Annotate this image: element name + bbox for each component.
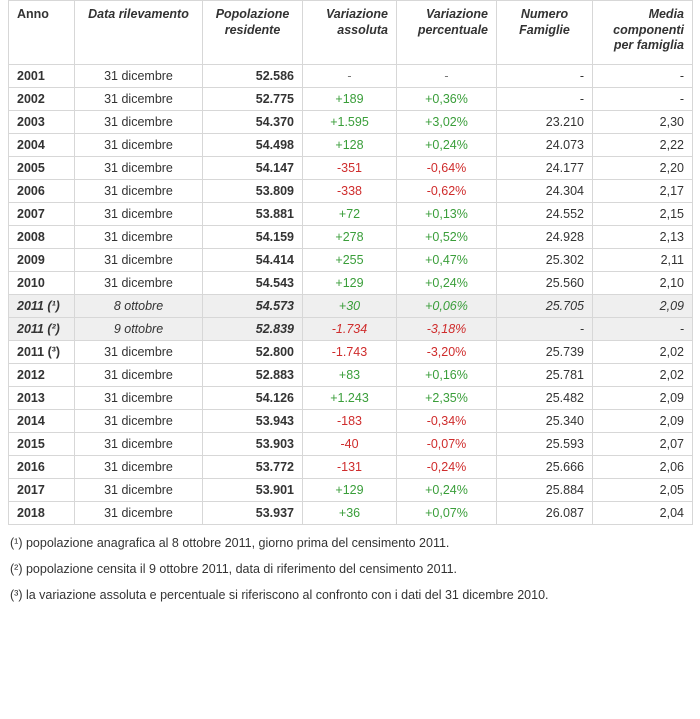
cell-media-componenti: 2,22 (593, 133, 693, 156)
cell-anno: 2011 (³) (9, 340, 75, 363)
cell-variazione-assoluta: +72 (303, 202, 397, 225)
cell-data: 31 dicembre (75, 225, 203, 248)
table-row (9, 386, 693, 409)
table-row (9, 501, 693, 524)
cell-variazione-assoluta: +129 (303, 271, 397, 294)
population-table (8, 0, 693, 525)
table-body (9, 64, 693, 524)
cell-popolazione: 54.126 (203, 386, 303, 409)
table-row (9, 202, 693, 225)
cell-popolazione: 54.573 (203, 294, 303, 317)
column-header-anno: Anno (9, 1, 75, 65)
cell-media-componenti: 2,02 (593, 363, 693, 386)
cell-numero-famiglie: 25.560 (497, 271, 593, 294)
cell-anno: 2018 (9, 501, 75, 524)
cell-media-componenti: - (593, 317, 693, 340)
cell-variazione-assoluta: -338 (303, 179, 397, 202)
cell-anno: 2011 (¹) (9, 294, 75, 317)
cell-data: 9 ottobre (75, 317, 203, 340)
cell-media-componenti: 2,13 (593, 225, 693, 248)
cell-anno: 2004 (9, 133, 75, 156)
cell-anno: 2012 (9, 363, 75, 386)
cell-numero-famiglie: - (497, 64, 593, 87)
cell-variazione-assoluta: +128 (303, 133, 397, 156)
cell-numero-famiglie: 25.739 (497, 340, 593, 363)
cell-variazione-percentuale: -0,07% (397, 432, 497, 455)
cell-data: 31 dicembre (75, 340, 203, 363)
table-row (9, 110, 693, 133)
cell-anno: 2003 (9, 110, 75, 133)
cell-popolazione: 54.159 (203, 225, 303, 248)
cell-numero-famiglie: 24.928 (497, 225, 593, 248)
cell-popolazione: 54.147 (203, 156, 303, 179)
table-row (9, 432, 693, 455)
cell-data: 31 dicembre (75, 110, 203, 133)
cell-variazione-percentuale: +0,24% (397, 478, 497, 501)
table-header-row (9, 1, 693, 65)
column-header-data-rilevamento: Data rilevamento (75, 1, 203, 65)
cell-data: 31 dicembre (75, 363, 203, 386)
cell-media-componenti: 2,07 (593, 432, 693, 455)
cell-numero-famiglie: 24.073 (497, 133, 593, 156)
cell-variazione-assoluta: -183 (303, 409, 397, 432)
cell-data: 31 dicembre (75, 248, 203, 271)
cell-variazione-percentuale: +0,16% (397, 363, 497, 386)
cell-popolazione: 53.937 (203, 501, 303, 524)
column-header-variazione-percentuale: Variazione percentuale (397, 1, 497, 65)
cell-media-componenti: 2,05 (593, 478, 693, 501)
table-row (9, 248, 693, 271)
cell-numero-famiglie: 25.482 (497, 386, 593, 409)
table-row (9, 478, 693, 501)
cell-anno: 2007 (9, 202, 75, 225)
cell-variazione-percentuale: -0,64% (397, 156, 497, 179)
cell-numero-famiglie: 25.781 (497, 363, 593, 386)
cell-variazione-assoluta: +1.595 (303, 110, 397, 133)
cell-data: 31 dicembre (75, 501, 203, 524)
table-row (9, 294, 693, 317)
cell-variazione-assoluta: -1.734 (303, 317, 397, 340)
cell-variazione-assoluta: +189 (303, 87, 397, 110)
cell-media-componenti: 2,30 (593, 110, 693, 133)
cell-media-componenti: 2,04 (593, 501, 693, 524)
cell-media-componenti: 2,09 (593, 294, 693, 317)
table-row (9, 64, 693, 87)
cell-anno: 2015 (9, 432, 75, 455)
cell-data: 31 dicembre (75, 87, 203, 110)
cell-data: 31 dicembre (75, 179, 203, 202)
note-2: (²) popolazione censita il 9 ottobre 2011, data di riferimento del censimento 2011. (10, 562, 458, 577)
cell-variazione-percentuale: +3,02% (397, 110, 497, 133)
cell-variazione-percentuale: -0,24% (397, 455, 497, 478)
cell-data: 8 ottobre (75, 294, 203, 317)
cell-media-componenti: - (593, 87, 693, 110)
cell-popolazione: 53.772 (203, 455, 303, 478)
cell-anno: 2002 (9, 87, 75, 110)
cell-variazione-assoluta: +36 (303, 501, 397, 524)
cell-anno: 2006 (9, 179, 75, 202)
table-row (9, 156, 693, 179)
cell-media-componenti: - (593, 64, 693, 87)
cell-media-componenti: 2,09 (593, 409, 693, 432)
cell-popolazione: 53.903 (203, 432, 303, 455)
cell-variazione-assoluta: +1.243 (303, 386, 397, 409)
cell-anno: 2013 (9, 386, 75, 409)
cell-numero-famiglie: - (497, 87, 593, 110)
cell-variazione-percentuale: +2,35% (397, 386, 497, 409)
cell-variazione-percentuale: -0,62% (397, 179, 497, 202)
cell-variazione-assoluta: - (303, 64, 397, 87)
cell-anno: 2010 (9, 271, 75, 294)
cell-popolazione: 53.809 (203, 179, 303, 202)
cell-media-componenti: 2,10 (593, 271, 693, 294)
cell-media-componenti: 2,09 (593, 386, 693, 409)
cell-variazione-assoluta: +83 (303, 363, 397, 386)
cell-data: 31 dicembre (75, 409, 203, 432)
table-row (9, 363, 693, 386)
table-header (9, 1, 693, 65)
column-header-numero-famiglie: Numero Famiglie (497, 1, 593, 65)
cell-numero-famiglie: 23.210 (497, 110, 593, 133)
cell-numero-famiglie: 25.340 (497, 409, 593, 432)
cell-anno: 2016 (9, 455, 75, 478)
cell-data: 31 dicembre (75, 133, 203, 156)
table-row (9, 87, 693, 110)
cell-variazione-percentuale: +0,07% (397, 501, 497, 524)
note-1: (¹) popolazione anagrafica al 8 ottobre 2011, giorno prima del censimento 2011. (10, 535, 450, 550)
column-header-variazione-assoluta: Variazione assoluta (303, 1, 397, 65)
cell-anno: 2005 (9, 156, 75, 179)
table-row (9, 133, 693, 156)
cell-popolazione: 53.901 (203, 478, 303, 501)
cell-numero-famiglie: 24.304 (497, 179, 593, 202)
cell-numero-famiglie: 25.302 (497, 248, 593, 271)
cell-numero-famiglie: - (497, 317, 593, 340)
column-header-popolazione-residente: Popolazione residente (203, 1, 303, 65)
cell-anno: 2011 (²) (9, 317, 75, 340)
cell-popolazione: 53.943 (203, 409, 303, 432)
cell-data: 31 dicembre (75, 478, 203, 501)
table-notes (8, 535, 692, 604)
cell-variazione-assoluta: -1.743 (303, 340, 397, 363)
cell-media-componenti: 2,17 (593, 179, 693, 202)
cell-data: 31 dicembre (75, 202, 203, 225)
table-row (9, 455, 693, 478)
cell-anno: 2017 (9, 478, 75, 501)
cell-variazione-percentuale: +0,06% (397, 294, 497, 317)
cell-popolazione: 52.883 (203, 363, 303, 386)
cell-media-componenti: 2,06 (593, 455, 693, 478)
cell-variazione-assoluta: +278 (303, 225, 397, 248)
cell-numero-famiglie: 25.705 (497, 294, 593, 317)
cell-variazione-percentuale: +0,36% (397, 87, 497, 110)
cell-numero-famiglie: 24.177 (497, 156, 593, 179)
cell-media-componenti: 2,15 (593, 202, 693, 225)
cell-anno: 2001 (9, 64, 75, 87)
cell-popolazione: 54.414 (203, 248, 303, 271)
note-3: (³) la variazione assoluta e percentuale si riferiscono al confronto con i dati del 31 dicembre 2010. (10, 588, 549, 603)
cell-variazione-percentuale: +0,47% (397, 248, 497, 271)
cell-popolazione: 52.800 (203, 340, 303, 363)
cell-popolazione: 54.498 (203, 133, 303, 156)
cell-numero-famiglie: 24.552 (497, 202, 593, 225)
table-row (9, 340, 693, 363)
cell-variazione-assoluta: -351 (303, 156, 397, 179)
column-header-media-componenti: Media componenti per famiglia (593, 1, 693, 65)
cell-data: 31 dicembre (75, 455, 203, 478)
cell-variazione-percentuale: -3,20% (397, 340, 497, 363)
table-row (9, 317, 693, 340)
table-row (9, 409, 693, 432)
cell-variazione-percentuale: +0,13% (397, 202, 497, 225)
cell-anno: 2014 (9, 409, 75, 432)
cell-media-componenti: 2,02 (593, 340, 693, 363)
cell-data: 31 dicembre (75, 156, 203, 179)
cell-variazione-percentuale: +0,52% (397, 225, 497, 248)
cell-variazione-assoluta: -131 (303, 455, 397, 478)
cell-data: 31 dicembre (75, 271, 203, 294)
cell-numero-famiglie: 26.087 (497, 501, 593, 524)
cell-popolazione: 54.543 (203, 271, 303, 294)
cell-numero-famiglie: 25.884 (497, 478, 593, 501)
cell-data: 31 dicembre (75, 64, 203, 87)
table-row (9, 179, 693, 202)
table-row (9, 225, 693, 248)
cell-numero-famiglie: 25.666 (497, 455, 593, 478)
cell-variazione-percentuale: -0,34% (397, 409, 497, 432)
cell-popolazione: 52.775 (203, 87, 303, 110)
cell-popolazione: 52.586 (203, 64, 303, 87)
cell-variazione-percentuale: +0,24% (397, 271, 497, 294)
cell-data: 31 dicembre (75, 386, 203, 409)
cell-media-componenti: 2,20 (593, 156, 693, 179)
cell-anno: 2009 (9, 248, 75, 271)
cell-anno: 2008 (9, 225, 75, 248)
cell-popolazione: 53.881 (203, 202, 303, 225)
cell-variazione-percentuale: -3,18% (397, 317, 497, 340)
cell-popolazione: 52.839 (203, 317, 303, 340)
cell-media-componenti: 2,11 (593, 248, 693, 271)
cell-variazione-percentuale: +0,24% (397, 133, 497, 156)
cell-variazione-assoluta: +129 (303, 478, 397, 501)
cell-popolazione: 54.370 (203, 110, 303, 133)
cell-variazione-percentuale: - (397, 64, 497, 87)
table-row (9, 271, 693, 294)
cell-variazione-assoluta: -40 (303, 432, 397, 455)
cell-variazione-assoluta: +255 (303, 248, 397, 271)
cell-data: 31 dicembre (75, 432, 203, 455)
cell-numero-famiglie: 25.593 (497, 432, 593, 455)
cell-variazione-assoluta: +30 (303, 294, 397, 317)
